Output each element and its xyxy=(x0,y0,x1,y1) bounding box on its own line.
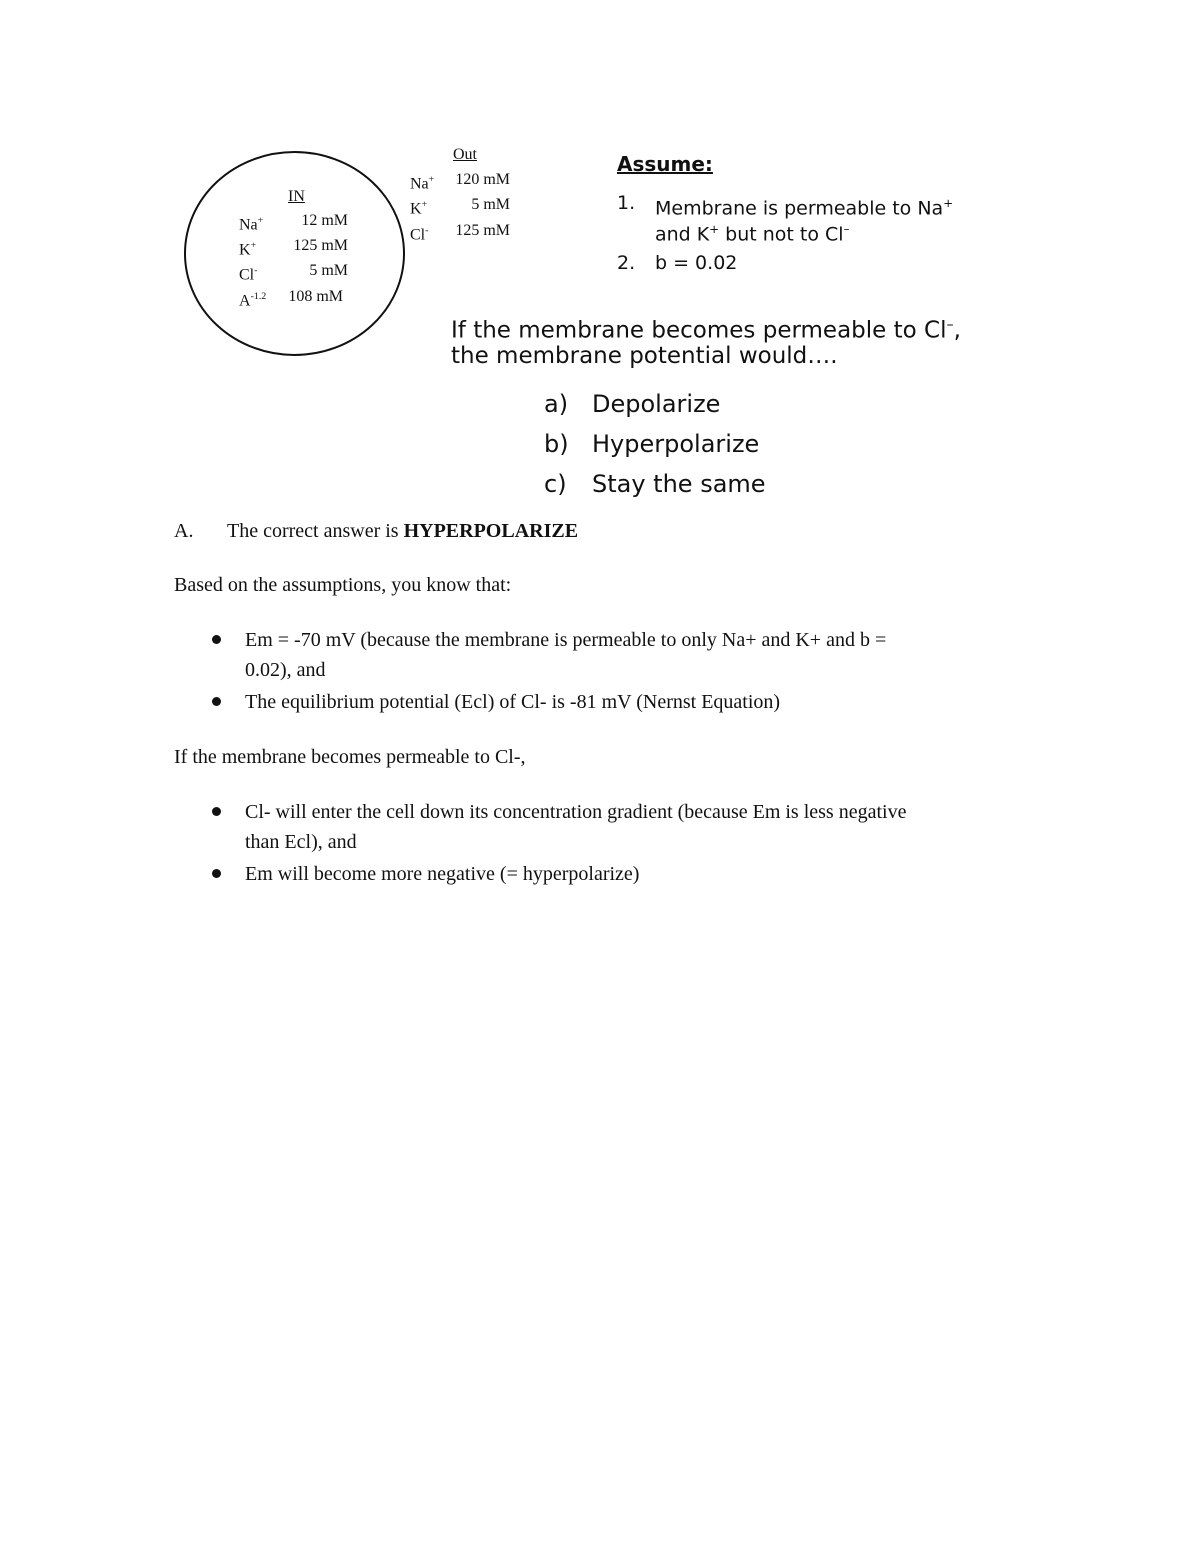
inside-ion-name: Na+ xyxy=(239,215,264,234)
assume-item-text: Membrane is permeable to Na+ xyxy=(655,196,954,220)
bullet-text: Em = -70 mV (because the membrane is permeable to only Na+ and K+ and b = xyxy=(245,629,887,651)
inside-ion-name: $A^{-1.2}$ xyxy=(239,291,267,310)
bullet-text: Em will become more negative (= hyperpolarize) xyxy=(245,863,640,885)
outside-ion-conc: 120 mM xyxy=(455,171,510,188)
bullet-dot xyxy=(212,697,221,706)
explanation-intro: Based on the assumptions, you know that: xyxy=(174,574,512,596)
bullet-text: The equilibrium potential (Ecl) of Cl- is -81 mV (Nernst Equation) xyxy=(245,691,781,713)
bullet-text-continued: 0.02), and xyxy=(245,659,326,681)
choice-text: Hyperpolarize xyxy=(592,430,760,458)
assume-item-text: b = 0.02 xyxy=(655,252,738,274)
choice-text: Stay the same xyxy=(592,470,766,498)
inside-ion-conc: 108 mM xyxy=(288,288,343,305)
inside-ion-name: Cl- xyxy=(239,265,258,284)
question-line: If the membrane becomes permeable to Cl–, xyxy=(451,317,961,344)
bullet-text: Cl- will enter the cell down its concentration gradient (because Em is less negative xyxy=(245,801,907,823)
bullet-dot xyxy=(212,635,221,644)
outside-ion-name: K+ xyxy=(410,199,428,218)
choice-letter: a) xyxy=(544,390,569,418)
answer-letter: A. xyxy=(174,520,194,542)
inside-label: IN xyxy=(288,188,305,205)
inside-ion-conc: 125 mM xyxy=(293,237,348,254)
outside-ion-conc: 5 mM xyxy=(471,196,510,213)
outside-ion-name: Na+ xyxy=(410,174,435,193)
outside-ion-name: Cl- xyxy=(410,225,429,244)
question-line: the membrane potential would…. xyxy=(451,343,838,369)
choice-text: Depolarize xyxy=(592,390,721,418)
answer-statement: The correct answer is HYPERPOLARIZE xyxy=(227,520,579,542)
bullet-text-continued: than Ecl), and xyxy=(245,831,357,853)
explanation-intro-2: If the membrane becomes permeable to Cl-, xyxy=(174,746,526,768)
inside-ion-name: K+ xyxy=(239,240,257,259)
choice-letter: b) xyxy=(544,430,569,458)
choice-letter: c) xyxy=(544,470,567,498)
outside-ion-conc: 125 mM xyxy=(455,222,510,239)
assume-item-text-continued: and K+ but not to Cl– xyxy=(655,222,850,246)
assume-item-number: 1. xyxy=(617,192,636,214)
bullet-dot xyxy=(212,869,221,878)
assume-item-number: 2. xyxy=(617,252,636,274)
outside-label: Out xyxy=(453,146,477,163)
inside-ion-conc: 5 mM xyxy=(309,262,348,279)
answer-value: HYPERPOLARIZE xyxy=(403,520,579,542)
bullet-dot xyxy=(212,807,221,816)
inside-ion-conc: 12 mM xyxy=(301,212,348,229)
assume-title: Assume: xyxy=(617,152,713,176)
